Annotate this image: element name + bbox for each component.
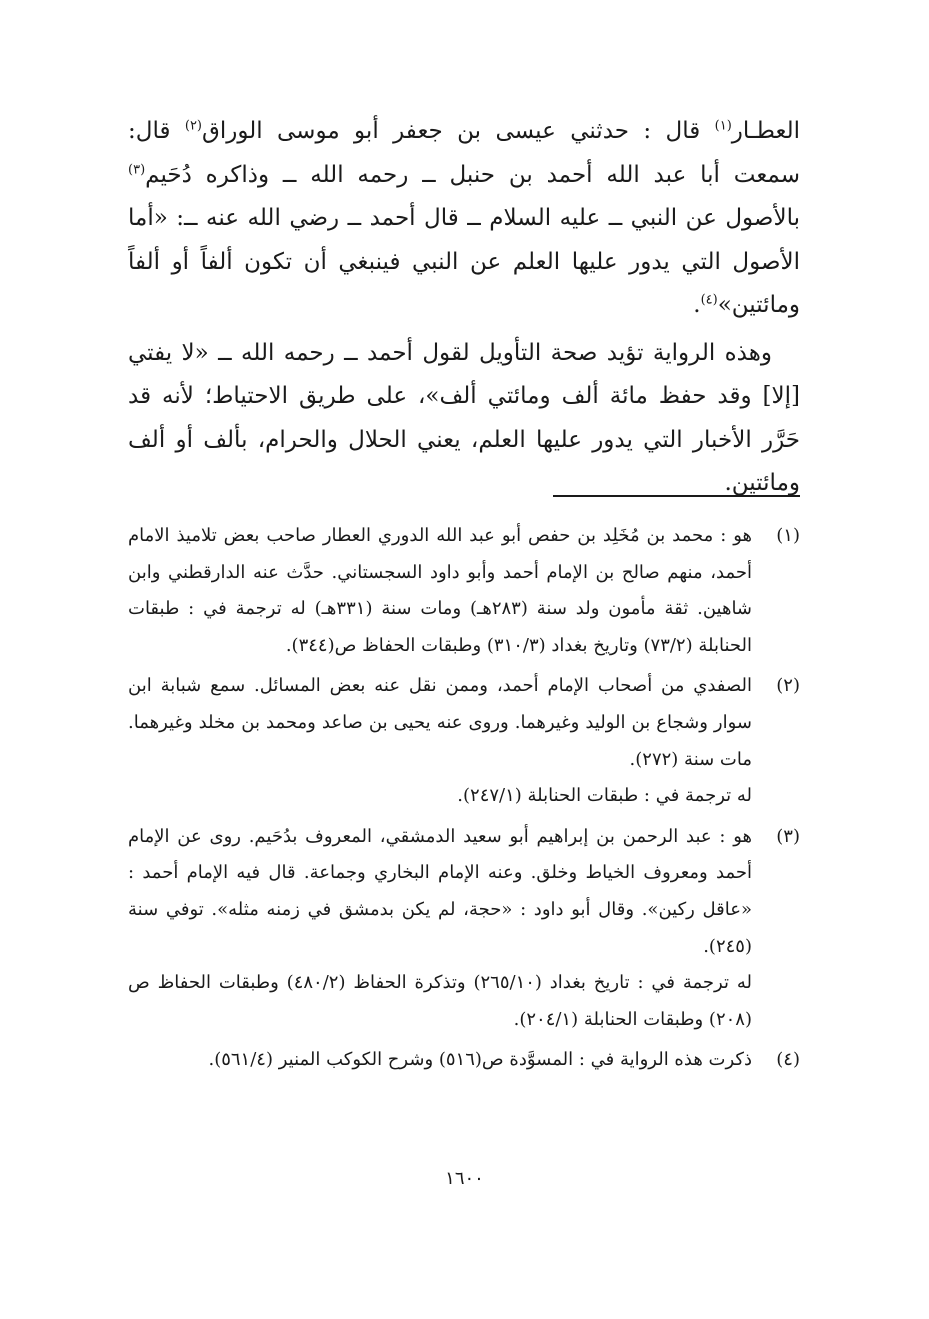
footnote-number: (٢)	[776, 675, 800, 697]
text-segment: بالأصول عن النبي ــ عليه السلام ــ قال أحمد ــ رضي الله عنه ــ: «أما الأصول التي يدور عليها العلم عن النبي فينبغي أن تكون ألفاً أو ألفاً ومائتين»	[128, 205, 800, 318]
footnote-body	[128, 668, 752, 814]
footnote-text: ذكرت هذه الرواية في : المسوَّدة ص(٥١٦) وشرح الكوكب المنير (٥٦١/٤).	[208, 1049, 752, 1071]
footnote-text: هو : عبد الرحمن بن إبراهيم أبو سعيد الدمشقي، المعروف بدُحَيم. روى عن الإمام أحمد ومعروف الخياط وخلق. وعنه الإمام البخاري وجماعة. قال فيه الإمام أحمد : «عاقل ركين». وقال أبو داود : «حجة، لم يكن بدمشق في زمنه مثله». توفي سنة (٢٤٥).	[128, 825, 752, 957]
text-segment: قال : حدثني عيسى بن جعفر أبو موسى الوراق	[202, 118, 715, 144]
main-paragraph-2: وهذه الرواية تؤيد صحة التأويل لقول أحمد ــ رحمه الله ــ «لا يفتي [إلا] وقد حفظ مائة ألف ومائتي ألف»، على طريق الاحتياط؛ لأنه قد حَرَّر الأخبار التي يدور عليها العلم، يعني الحلال والحرام، بألف أو ألف ومائتين.	[128, 339, 800, 496]
footnote-2	[128, 668, 800, 814]
page-number: ١٦٠٠	[445, 1168, 484, 1189]
footnote-ref: (٣)	[128, 161, 146, 177]
footnote-ref: (٢)	[184, 118, 202, 134]
text-segment: .	[693, 292, 701, 318]
text-segment: قال: سمعت أبا عبد الله أحمد بن حنبل ــ رحمه الله ــ وذاكره دُحَيم	[128, 118, 800, 188]
footnote-4	[128, 1042, 800, 1079]
text-segment: العطـار	[731, 118, 800, 144]
footnote-text: له ترجمة في : تاريخ بغداد (٢٦٥/١٠) وتذكرة الحفاظ (٤٨٠/٢) وطبقات الحفاظ ص (٢٠٨) وطبقات الحنابلة (٢٠٤/١).	[128, 972, 752, 1030]
main-text	[128, 110, 800, 506]
footnote-number: (١)	[776, 525, 800, 546]
footnote-number: (٤)	[776, 1049, 800, 1071]
footnote-body	[128, 518, 752, 664]
footnote-number: (٣)	[776, 825, 800, 847]
footnote-3	[128, 819, 800, 1039]
footnotes	[128, 518, 800, 1083]
footnote-body	[128, 819, 752, 1039]
footnote-text: له ترجمة في : طبقات الحنابلة (٢٤٧/١).	[457, 785, 752, 807]
footnote-body	[128, 1042, 752, 1079]
footnote-separator	[553, 495, 800, 497]
footnote-text: الصفدي من أصحاب الإمام أحمد، وممن نقل عنه بعض المسائل. سمع شبابة ابن سوار وشجاع بن الوليد وغيرهما. وروى عنه يحيى بن صاعد ومحمد بن مخلد وغيرهما. مات سنة (٢٧٢).	[128, 675, 752, 770]
footnote-ref: (٤)	[700, 292, 718, 308]
footnote-1	[128, 518, 800, 664]
footnote-ref: (١)	[714, 118, 732, 134]
footnote-text: هو : محمد بن مُخَلِد بن حفص أبو عبد الله الدوري العطار صاحب بعض تلاميذ الامام أحمد، منهم صالح بن الإمام أحمد وأبو داود السجستاني. حدَّث عنه الدارقطني وابن شاهين. ثقة مأمون ولد سنة (٢٨٣هـ) ومات سنة (٣٣١هـ) له ترجمة في : طبقات الحنابلة (٧٣/٢) وتاريخ بغداد (٣١٠/٣) وطبقات الحفاظ ص(٣٤٤).	[128, 525, 753, 656]
main-paragraph-1	[128, 110, 800, 328]
